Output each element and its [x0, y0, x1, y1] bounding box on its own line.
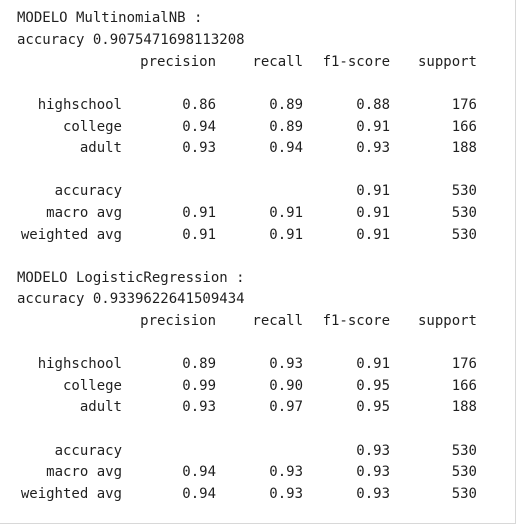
accuracy-line: accuracy 0.9075471698113208 — [17, 32, 245, 48]
precision-value: 0.91 — [182, 205, 216, 221]
row-label: adult — [79, 399, 122, 415]
row-label: college — [62, 119, 122, 135]
accuracy-line: accuracy 0.9339622641509434 — [17, 291, 245, 307]
recall-value: 0.89 — [269, 97, 303, 113]
support-value: 530 — [451, 443, 477, 459]
recall-value: 0.91 — [269, 205, 303, 221]
row-label: weighted avg — [20, 486, 122, 502]
f1-value: 0.91 — [356, 227, 390, 243]
recall-value: 0.89 — [269, 119, 303, 135]
row-label: college — [62, 378, 122, 394]
precision-value: 0.91 — [182, 227, 216, 243]
row-label: adult — [79, 140, 122, 156]
report-title: MODELO MultinomialNB : — [17, 10, 203, 26]
row-label: weighted avg — [20, 227, 122, 243]
header-f1-score: f1-score — [322, 54, 390, 70]
f1-value: 0.93 — [356, 464, 390, 480]
f1-value: 0.95 — [356, 399, 390, 415]
header-precision: precision — [140, 313, 216, 329]
recall-value: 0.94 — [269, 140, 303, 156]
support-value: 176 — [451, 97, 477, 113]
recall-value: 0.91 — [269, 227, 303, 243]
recall-value: 0.93 — [269, 486, 303, 502]
header-support: support — [417, 313, 477, 329]
support-value: 530 — [451, 464, 477, 480]
support-value: 530 — [451, 227, 477, 243]
f1-value: 0.88 — [356, 97, 390, 113]
row-label: highschool — [37, 356, 122, 372]
precision-value: 0.99 — [182, 378, 216, 394]
f1-value: 0.91 — [356, 356, 390, 372]
precision-value: 0.94 — [182, 486, 216, 502]
row-label: accuracy — [54, 183, 122, 199]
f1-value: 0.93 — [356, 140, 390, 156]
header-recall: recall — [252, 54, 303, 70]
precision-value: 0.94 — [182, 119, 216, 135]
support-value: 176 — [451, 356, 477, 372]
f1-value: 0.93 — [356, 443, 390, 459]
header-f1-score: f1-score — [322, 313, 390, 329]
f1-value: 0.91 — [356, 205, 390, 221]
report-title: MODELO LogisticRegression : — [17, 270, 245, 286]
support-value: 530 — [451, 205, 477, 221]
recall-value: 0.90 — [269, 378, 303, 394]
f1-value: 0.95 — [356, 378, 390, 394]
recall-value: 0.93 — [269, 356, 303, 372]
support-value: 530 — [451, 486, 477, 502]
precision-value: 0.93 — [182, 140, 216, 156]
support-value: 166 — [451, 119, 477, 135]
row-label: macro avg — [46, 464, 122, 480]
support-value: 166 — [451, 378, 477, 394]
header-precision: precision — [140, 54, 216, 70]
f1-value: 0.91 — [356, 183, 390, 199]
header-support: support — [417, 54, 477, 70]
row-label: accuracy — [54, 443, 122, 459]
f1-value: 0.91 — [356, 119, 390, 135]
support-value: 188 — [451, 399, 477, 415]
row-label: highschool — [37, 97, 122, 113]
precision-value: 0.89 — [182, 356, 216, 372]
support-value: 188 — [451, 140, 477, 156]
header-recall: recall — [252, 313, 303, 329]
precision-value: 0.86 — [182, 97, 216, 113]
recall-value: 0.93 — [269, 464, 303, 480]
f1-value: 0.93 — [356, 486, 390, 502]
precision-value: 0.93 — [182, 399, 216, 415]
precision-value: 0.94 — [182, 464, 216, 480]
recall-value: 0.97 — [269, 399, 303, 415]
support-value: 530 — [451, 183, 477, 199]
row-label: macro avg — [46, 205, 122, 221]
